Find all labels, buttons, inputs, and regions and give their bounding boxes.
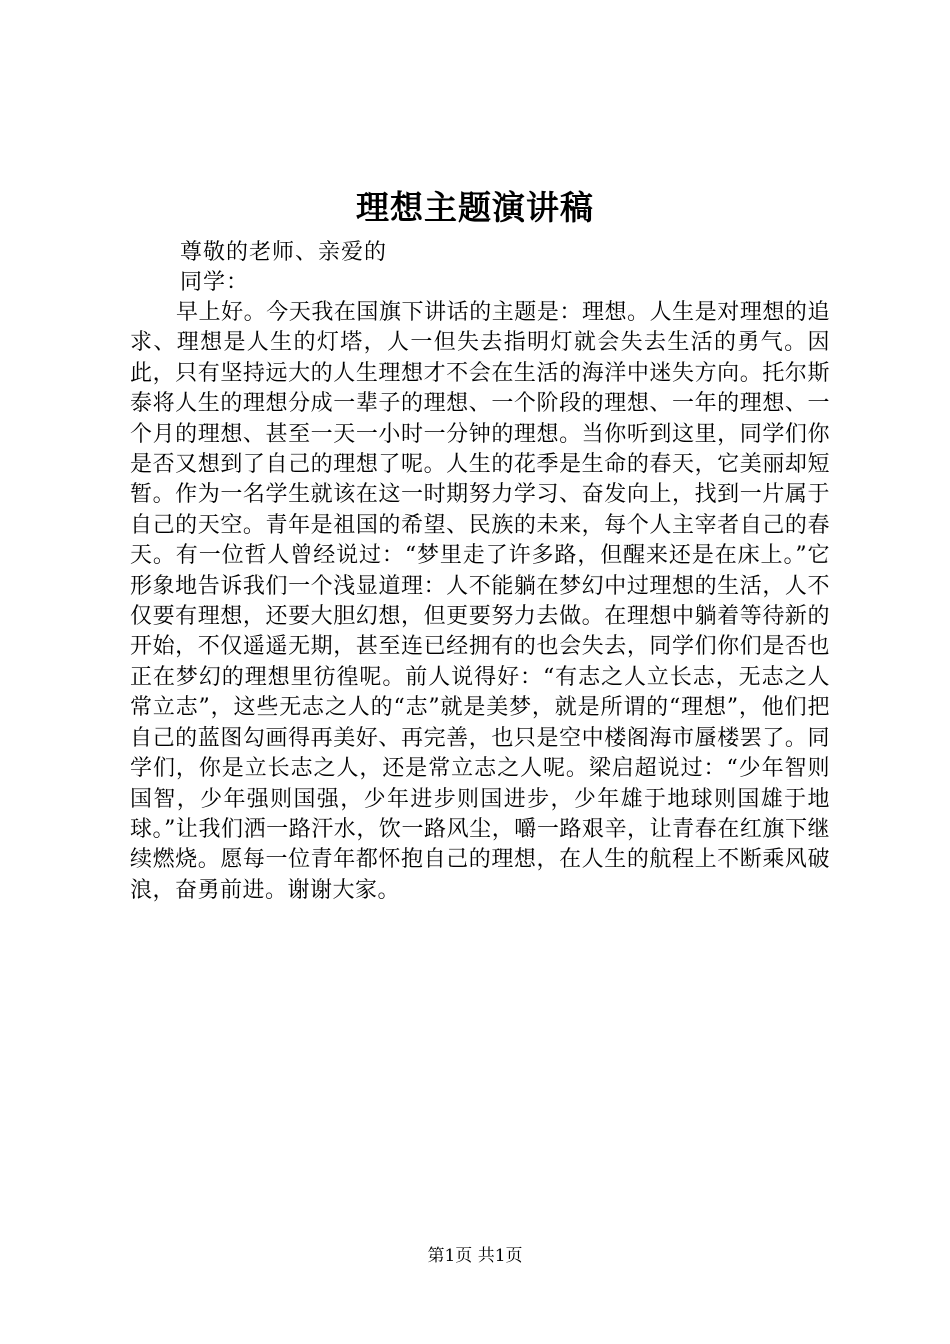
page-footer: 第1页 共1页 xyxy=(427,1246,523,1266)
greeting-line-2: 同学： xyxy=(180,270,250,295)
page-title: 理想主题演讲稿 xyxy=(356,188,594,227)
greeting-line-1: 尊敬的老师、亲爱的 xyxy=(180,240,388,265)
speech-body: 早上好。今天我在国旗下讲话的主题是：理想。人生是对理想的追求、理想是人生的灯塔，人一但失去指明灯就会失去生活的勇气。因此，只有坚持远大的人生理想才不会在生活的海洋中迷失方向。托尔斯泰将人生的理想分成一辈子的理想、一个阶段的理想、一年的理想、一个月的理想、甚至一天一小时一分钟的理想。当你听到这里，同学们你是否又想到了自己的理想了呢。人生的花季是生命的春天，它美丽却短暂。作为一名学生就该在这一时期努力学习、奋发向上，找到一片属于自己的天空。青年是祖国的希望、民族的未来，每个人主宰者自己的春天。有一位哲人曾经说过：“梦里走了许多路，但醒来还是在床上。”它形象地告诉我们一个浅显道理：人不能躺在梦幻中过理想的生活，人不仅要有理想，还要大胆幻想，但更要努力去做。在理想中躺着等待新的开始，不仅遥遥无期，甚至连已经拥有的也会失去，同学们你们是否也正在梦幻的理想里彷徨呢。前人说得好：“有志之人立长志，无志之人常立志”，这些无志之人的“志”就是美梦，就是所谓的“理想”，他们把自己的蓝图勾画得再美好、再完善，也只是空中楼阁海市蜃楼罢了。同学们，你是立长志之人，还是常立志之人呢。梁启超说过：“少年智则国智，少年强则国强，少年进步则国进步，少年雄于地球则国雄于地球。”让我们洒一路汗水，饮一路风尘，嚼一路艰辛，让青春在红旗下继续燃烧。愿每一位青年都怀抱自己的理想，在人生的航程上不断乘风破浪，奋勇前进。谢谢大家。 xyxy=(130,300,830,903)
